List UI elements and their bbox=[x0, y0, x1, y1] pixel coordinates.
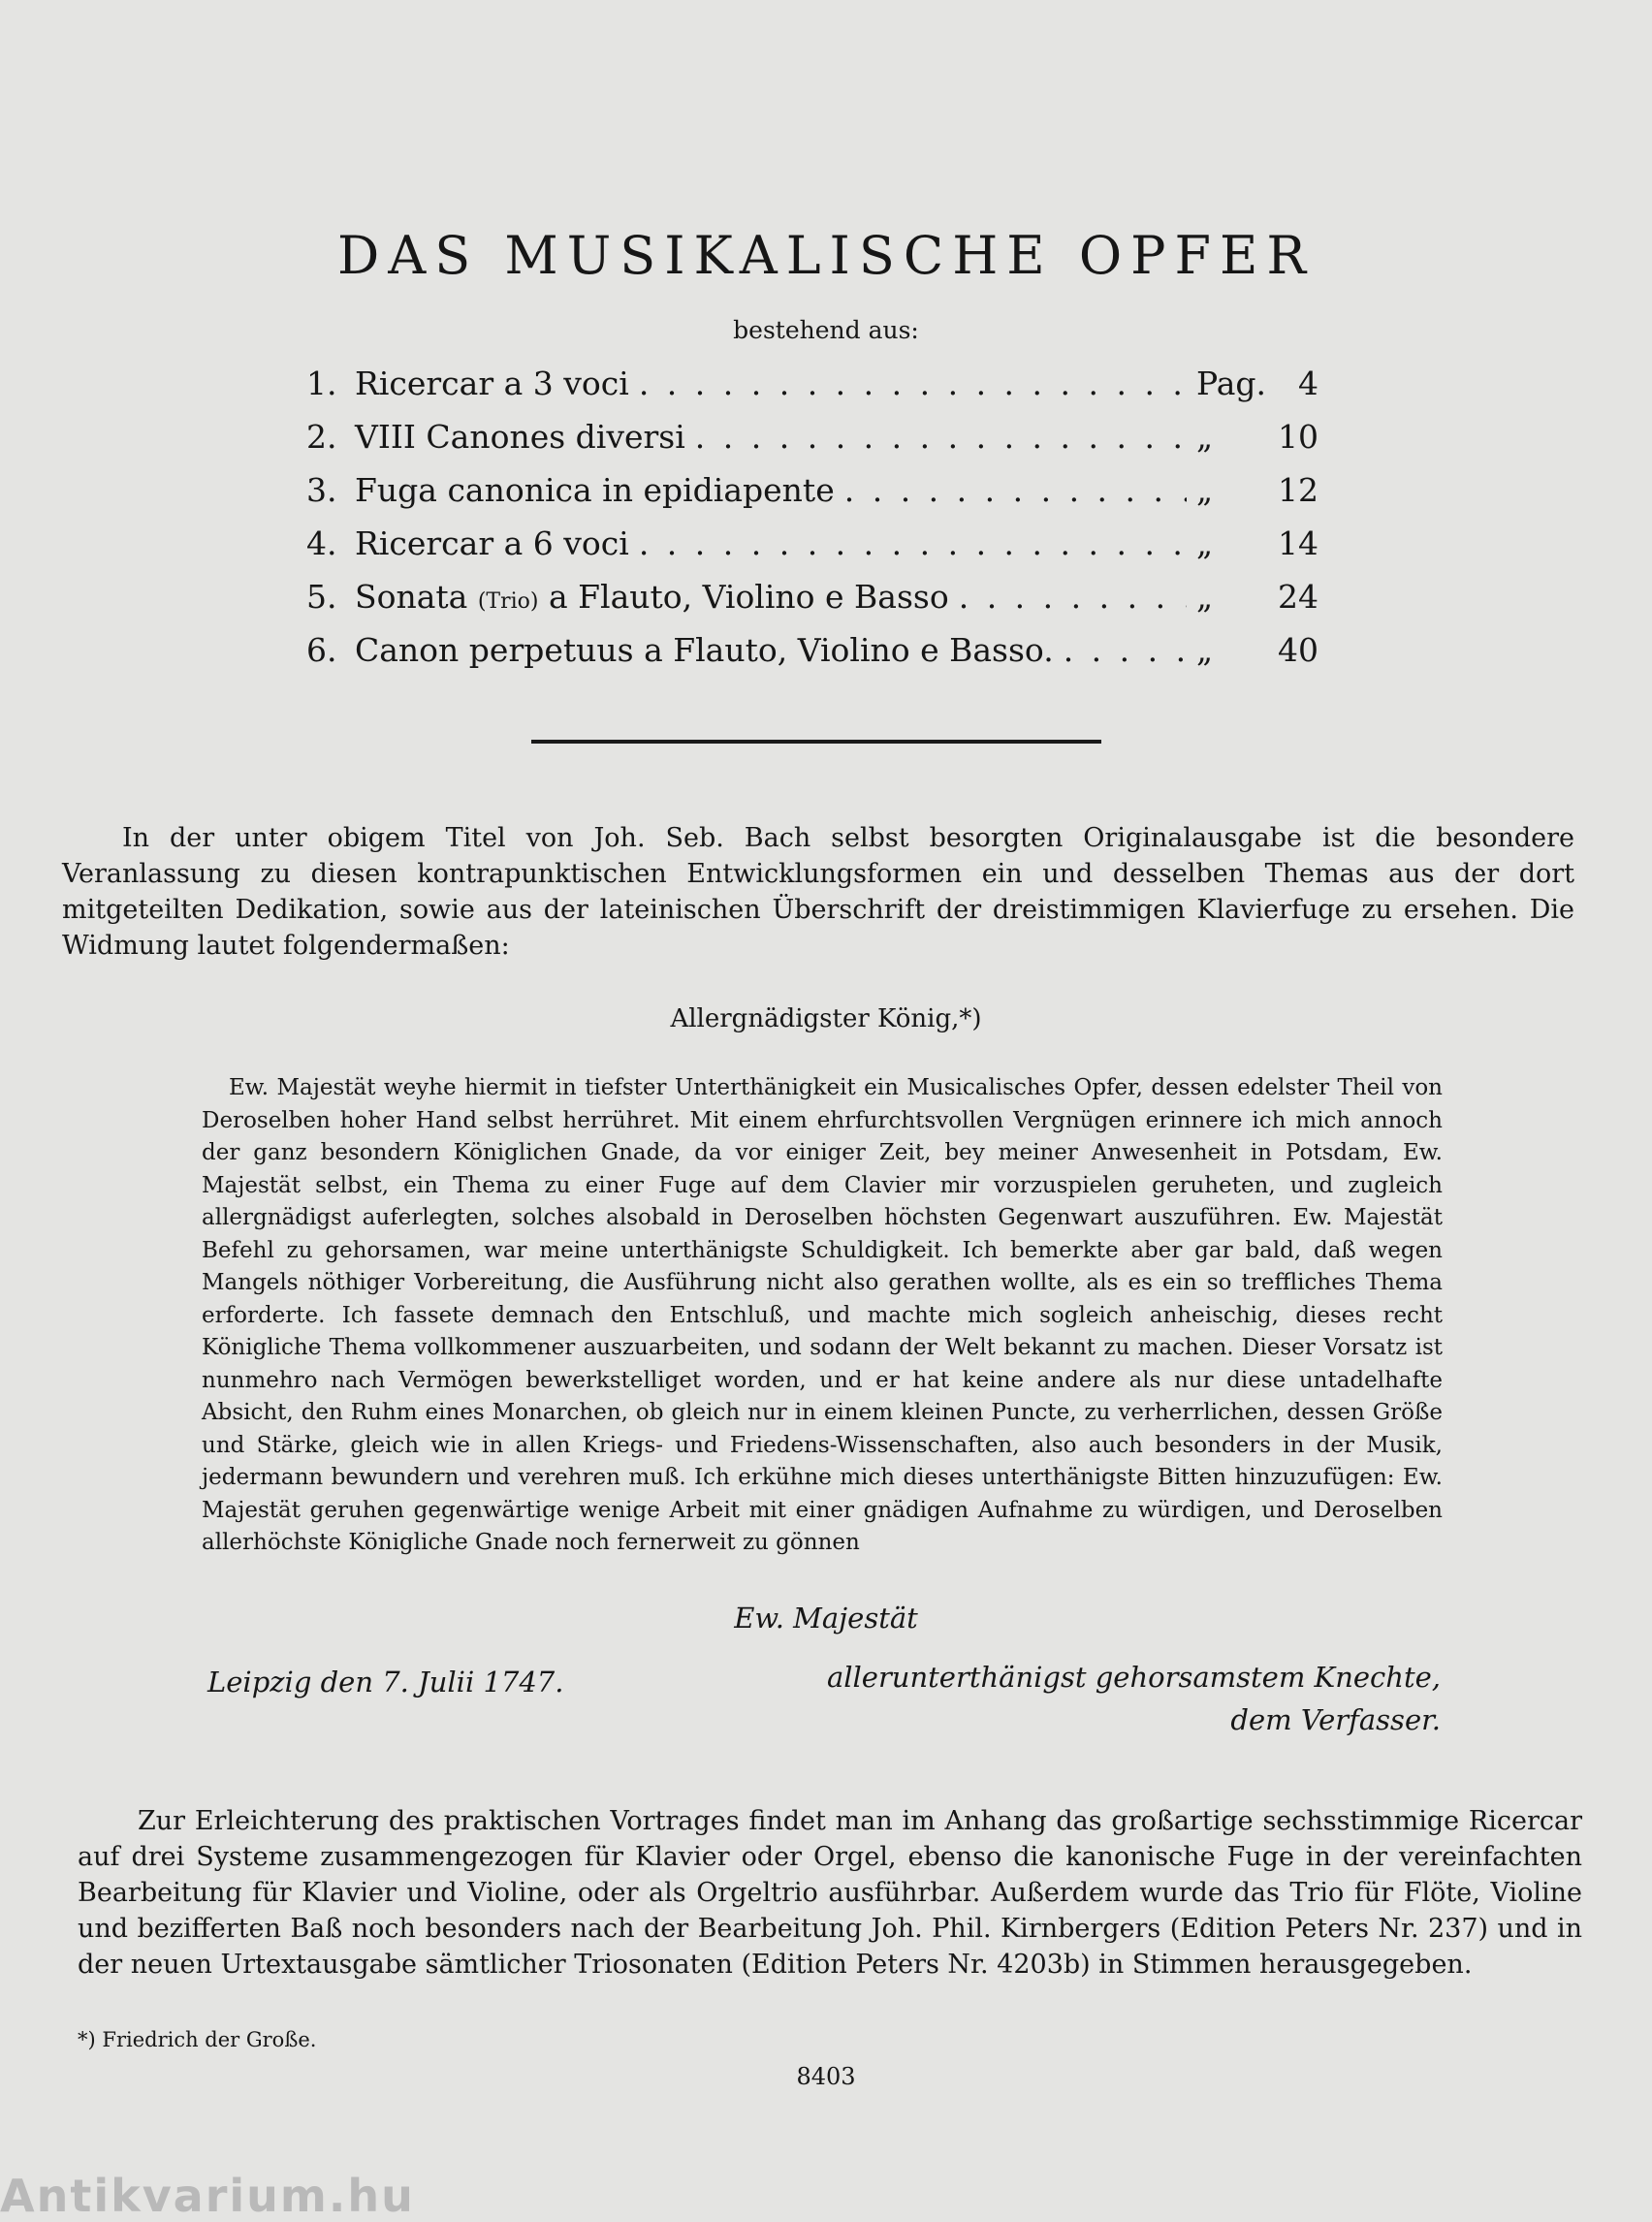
dedication-closing: Ew. Majestät bbox=[734, 1602, 918, 1635]
toc-ref: „ bbox=[1196, 471, 1214, 509]
toc-entry bbox=[306, 471, 1318, 524]
dedication-salutation: Allergnädigster König,*) bbox=[670, 1004, 982, 1033]
toc-number: 2. bbox=[306, 418, 337, 456]
toc-number: 6. bbox=[306, 631, 337, 669]
footnote: *) Friedrich der Große. bbox=[78, 2028, 317, 2051]
toc-entry bbox=[306, 631, 1318, 684]
signature-line: allerunterthänigst gehorsamstem Knechte, bbox=[826, 1661, 1441, 1694]
watermark: Antikvarium.hu bbox=[0, 2170, 415, 2222]
page-subtitle: bestehend aus: bbox=[733, 316, 919, 344]
toc-title-part: a Flauto, Violino e Basso bbox=[548, 578, 949, 616]
signature-line: dem Verfasser. bbox=[1230, 1703, 1441, 1736]
toc-leader bbox=[639, 524, 1187, 562]
toc-title: Canon perpetuus a Flauto, Violino e Basso. bbox=[355, 631, 1054, 669]
toc-leader bbox=[959, 578, 1187, 616]
toc-title: Ricercar a 3 voci bbox=[355, 365, 629, 402]
toc-leader bbox=[844, 471, 1187, 509]
toc-page: 12 bbox=[1278, 471, 1318, 509]
toc-page: 4 bbox=[1298, 365, 1318, 402]
table-of-contents bbox=[306, 365, 1318, 684]
toc-leader bbox=[695, 418, 1187, 456]
toc-entry bbox=[306, 365, 1318, 418]
toc-entry bbox=[306, 524, 1318, 578]
toc-ref: Pag. bbox=[1196, 365, 1267, 402]
toc-number: 4. bbox=[306, 524, 337, 562]
place-date: Leipzig den 7. Julii 1747. bbox=[207, 1666, 564, 1698]
toc-entry bbox=[306, 418, 1318, 471]
toc-title: Ricercar a 6 voci bbox=[355, 524, 629, 562]
toc-leader bbox=[1064, 631, 1187, 669]
toc-title: Fuga canonica in epidiapente bbox=[355, 471, 835, 509]
toc-page: 40 bbox=[1278, 631, 1318, 669]
toc-page: 10 bbox=[1278, 418, 1318, 456]
toc-number: 3. bbox=[306, 471, 337, 509]
toc-ref: „ bbox=[1196, 631, 1214, 669]
divider-rule bbox=[531, 740, 1101, 744]
toc-title: VIII Canones diversi bbox=[355, 418, 685, 456]
dedication-letter: Ew. Majestät weyhe hiermit in tiefster Unterthänigkeit ein Musicalisches Opfer, dessen edelster Theil von Deroselben hoher Hand selbst herrühret. Mit einem ehrfurchtsvollen Vergnügen erinnere ich mich annoch der ganz besondern Königlichen Gnade, da vor einiger Zeit, bey meiner Anwesenheit in Potsdam, Ew. Majestät selbst, ein Thema zu einer Fuge auf dem Clavier mir vorzuspielen geruheten, und zugleich allergnädigst auferlegten, solches alsobald in Deroselben höchsten Gegenwart auszuführen. Ew. Majestät Befehl zu gehorsamen, war meine unterthänigste Schuldigkeit. Ich bemerkte aber gar bald, daß wegen Mangels nöthiger Vorbereitung, die Ausführung nicht also gerathen wollte, als es ein so treffliches Thema erforderte. Ich fassete demnach den Entschluß, und machte mich sogleich anheischig, dieses recht Königliche Thema vollkommener auszuarbeiten, und sodann der Welt bekannt zu machen. Dieser Vorsatz ist nunmehro nach Vermögen bewerkstelliget worden, und er hat keine andere als nur diese untadelhafte Absicht, den Ruhm eines Monarchen, ob gleich nur in einem kleinen Puncte, zu verherrlichen, dessen Größe und Stärke, gleich wie in allen Kriegs- und Friedens-Wissenschaften, also auch besonders in der Musik, jedermann bewundern und verehren muß. Ich erkühne mich dieses unterthänigste Bitten hinzuzufügen: Ew. Majestät geruhen gegenwärtige wenige Arbeit mit einer gnädigen Aufnahme zu würdigen, und Deroselben allerhöchste Königliche Gnade noch fernerweit zu gönnen bbox=[202, 1075, 1443, 1555]
plate-number: 8403 bbox=[796, 2063, 856, 2090]
signature-block bbox=[827, 1656, 1441, 1741]
toc-leader bbox=[639, 365, 1187, 402]
appendix-paragraph: Zur Erleichterung des praktischen Vortrages findet man im Anhang das großartige sechsstimmige Ricercar auf drei Systeme zusammengezogen für Klavier oder Orgel, ebenso die kanonische Fuge in der vereinfachten Bearbeitung für Klavier und Violine, oder als Orgeltrio ausführbar. Außerdem wurde das Trio für Flöte, Violine und bezifferten Baß noch besonders nach der Bearbeitung Joh. Phil. Kirnbergers (Edition Peters Nr. 237) und in der neuen Urtextausgabe sämtlicher Triosonaten (Edition Peters Nr. 4203b) in Stimmen herausgegeben. bbox=[78, 1806, 1582, 1980]
page-title: DAS MUSIKALISCHE OPFER bbox=[336, 225, 1316, 286]
toc-ref: „ bbox=[1196, 524, 1214, 562]
toc-ref: „ bbox=[1196, 578, 1214, 616]
toc-page: 14 bbox=[1278, 524, 1318, 562]
toc-number: 5. bbox=[306, 578, 337, 616]
toc-title-trio: (Trio) bbox=[477, 589, 539, 614]
toc-ref: „ bbox=[1196, 418, 1214, 456]
toc-page: 24 bbox=[1278, 578, 1318, 616]
toc-title-part: Sonata bbox=[355, 578, 468, 616]
intro-paragraph: In der unter obigem Titel von Joh. Seb. Bach selbst besorgten Originalausgabe ist die besondere Veranlassung zu diesen kontrapunktischen Entwicklungsformen ein und desselben Themas aus der dort mitgeteilten Dedikation, sowie aus der lateinischen Überschrift der dreistimmigen Klavierfuge zu ersehen. Die Widmung lautet folgendermaßen: bbox=[62, 823, 1574, 961]
toc-title bbox=[355, 578, 949, 616]
toc-number: 1. bbox=[306, 365, 337, 402]
toc-entry bbox=[306, 578, 1318, 631]
